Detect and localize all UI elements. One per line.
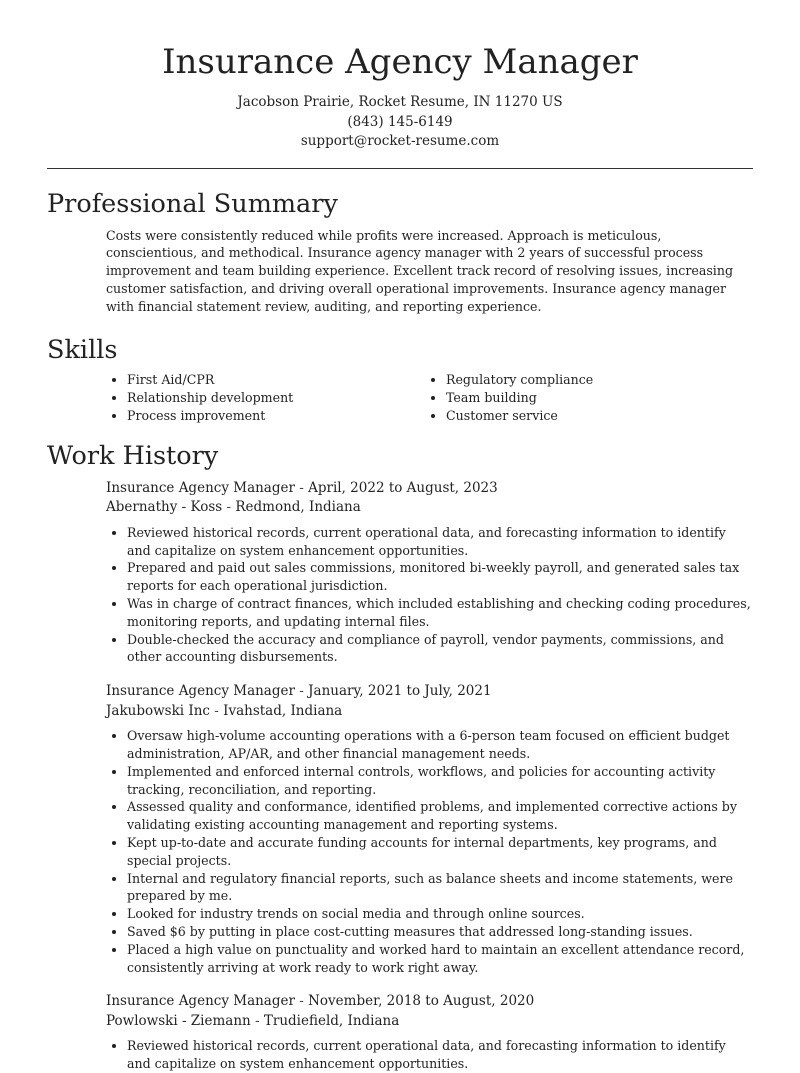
- job-bullets: [106, 1037, 753, 1073]
- job-dates: November, 2018 to August, 2020: [308, 993, 535, 1010]
- skill-item: • Customer service: [446, 407, 744, 425]
- separator: -: [294, 683, 309, 700]
- job-title: Insurance Agency Manager: [106, 479, 295, 496]
- job-location: Redmond, Indiana: [235, 499, 361, 516]
- job-title: Insurance Agency Manager: [106, 683, 295, 700]
- skills-column-left: [106, 371, 425, 424]
- job-bullet: • Was in charge of contract finances, which included establishing and checking coding procedures, monitoring reports, and updating internal files.: [127, 595, 753, 631]
- job-bullet: • Kept up-to-date and accurate funding accounts for internal departments, key programs, and special projects.: [127, 834, 753, 870]
- job-title-line: [106, 682, 753, 702]
- contact-phone: (843) 145-6149: [347, 113, 453, 130]
- job-location: Trudiefield, Indiana: [263, 1012, 400, 1029]
- job-bullet: • Internal and regulatory financial reports, such as balance sheets and income statements, were prepared by me.: [127, 870, 753, 906]
- separator: -: [222, 499, 236, 516]
- job-company-line: [106, 702, 753, 722]
- job-bullets: [106, 524, 753, 666]
- separator: -: [209, 702, 224, 719]
- skill-item: • Team building: [446, 389, 744, 407]
- job-bullet: • Implemented and enforced internal controls, workflows, and policies for accounting activity tracking, reconciliation, and reporting.: [127, 763, 753, 799]
- job-company: Jakubowski Inc: [106, 702, 210, 719]
- job-location: Ivahstad, Indiana: [223, 702, 343, 719]
- work-history-heading: Work History: [47, 440, 219, 471]
- job-title-line: [106, 992, 753, 1012]
- header-divider: [47, 168, 753, 169]
- summary-text: Costs were consistently reduced while profits were increased. Approach is meticulous, conscientious, and methodical. Insurance agency manager with 2 years of successful process improvement and team building experience. Excellent track record of resolving issues, increasing customer satisfaction, and driving overall operational improvements. Insurance agency manager with financial statement review, auditing, and reporting experience.: [106, 227, 734, 314]
- job-bullet: • Reviewed historical records, current operational data, and forecasting information to identify and capitalize on system enhancement opportunities.: [127, 1037, 753, 1073]
- separator: -: [250, 1012, 264, 1029]
- skills-list: [106, 371, 753, 424]
- skill-item: • Relationship development: [127, 389, 425, 407]
- job-bullet: • Assessed quality and conformance, identified problems, and implemented corrective actions by validating existing accounting management and reporting systems.: [127, 798, 753, 834]
- job-company-line: [106, 498, 753, 518]
- job-bullet: • Placed a high value on punctuality and worked hard to maintain an excellent attendance record, consistently arriving at work ready to work right away.: [127, 941, 753, 977]
- contact-address: Jacobson Prairie, Rocket Resume, IN 11270 US: [237, 94, 563, 110]
- job-bullets: [106, 727, 753, 976]
- skill-item: • Process improvement: [127, 407, 425, 425]
- summary-heading: Professional Summary: [47, 188, 338, 219]
- job-entry: [106, 992, 753, 1073]
- job-bullet: • Reviewed historical records, current operational data, and forecasting information to identify and capitalize on system enhancement opportunities.: [127, 524, 753, 560]
- job-bullet: • Looked for industry trends on social media and through online sources.: [127, 905, 753, 923]
- job-entry: [106, 682, 753, 976]
- resume-header: [0, 0, 800, 152]
- skills-heading: Skills: [47, 335, 118, 366]
- job-dates: January, 2021 to July, 2021: [308, 683, 492, 700]
- candidate-name: Insurance Agency Manager: [162, 42, 638, 82]
- job-company-line: [106, 1012, 753, 1032]
- job-company: Abernathy - Koss: [106, 499, 223, 516]
- contact-email: support@rocket-resume.com: [300, 133, 500, 149]
- job-dates: April, 2022 to August, 2023: [308, 479, 498, 496]
- job-bullet: • Saved $6 by putting in place cost-cutting measures that addressed long-standing issues.: [127, 923, 753, 941]
- job-title: Insurance Agency Manager: [106, 993, 295, 1010]
- job-entry: [106, 479, 753, 666]
- separator: -: [294, 993, 309, 1010]
- job-company: Powlowski - Ziemann: [106, 1012, 251, 1029]
- job-title-line: [106, 479, 753, 499]
- skills-column-right: [425, 371, 744, 424]
- skill-item: • First Aid/CPR: [127, 371, 425, 389]
- job-bullet: • Double-checked the accuracy and compliance of payroll, vendor payments, commissions, and other accounting disbursements.: [127, 631, 753, 667]
- job-bullet: • Prepared and paid out sales commissions, monitored bi-weekly payroll, and generated sales tax reports for each operational jurisdiction.: [127, 559, 753, 595]
- skill-item: • Regulatory compliance: [446, 371, 744, 389]
- separator: -: [294, 479, 309, 496]
- job-bullet: • Oversaw high-volume accounting operations with a 6-person team focused on efficient budget administration, AP/AR, and other financial management needs.: [127, 727, 753, 763]
- contact-block: [0, 93, 800, 152]
